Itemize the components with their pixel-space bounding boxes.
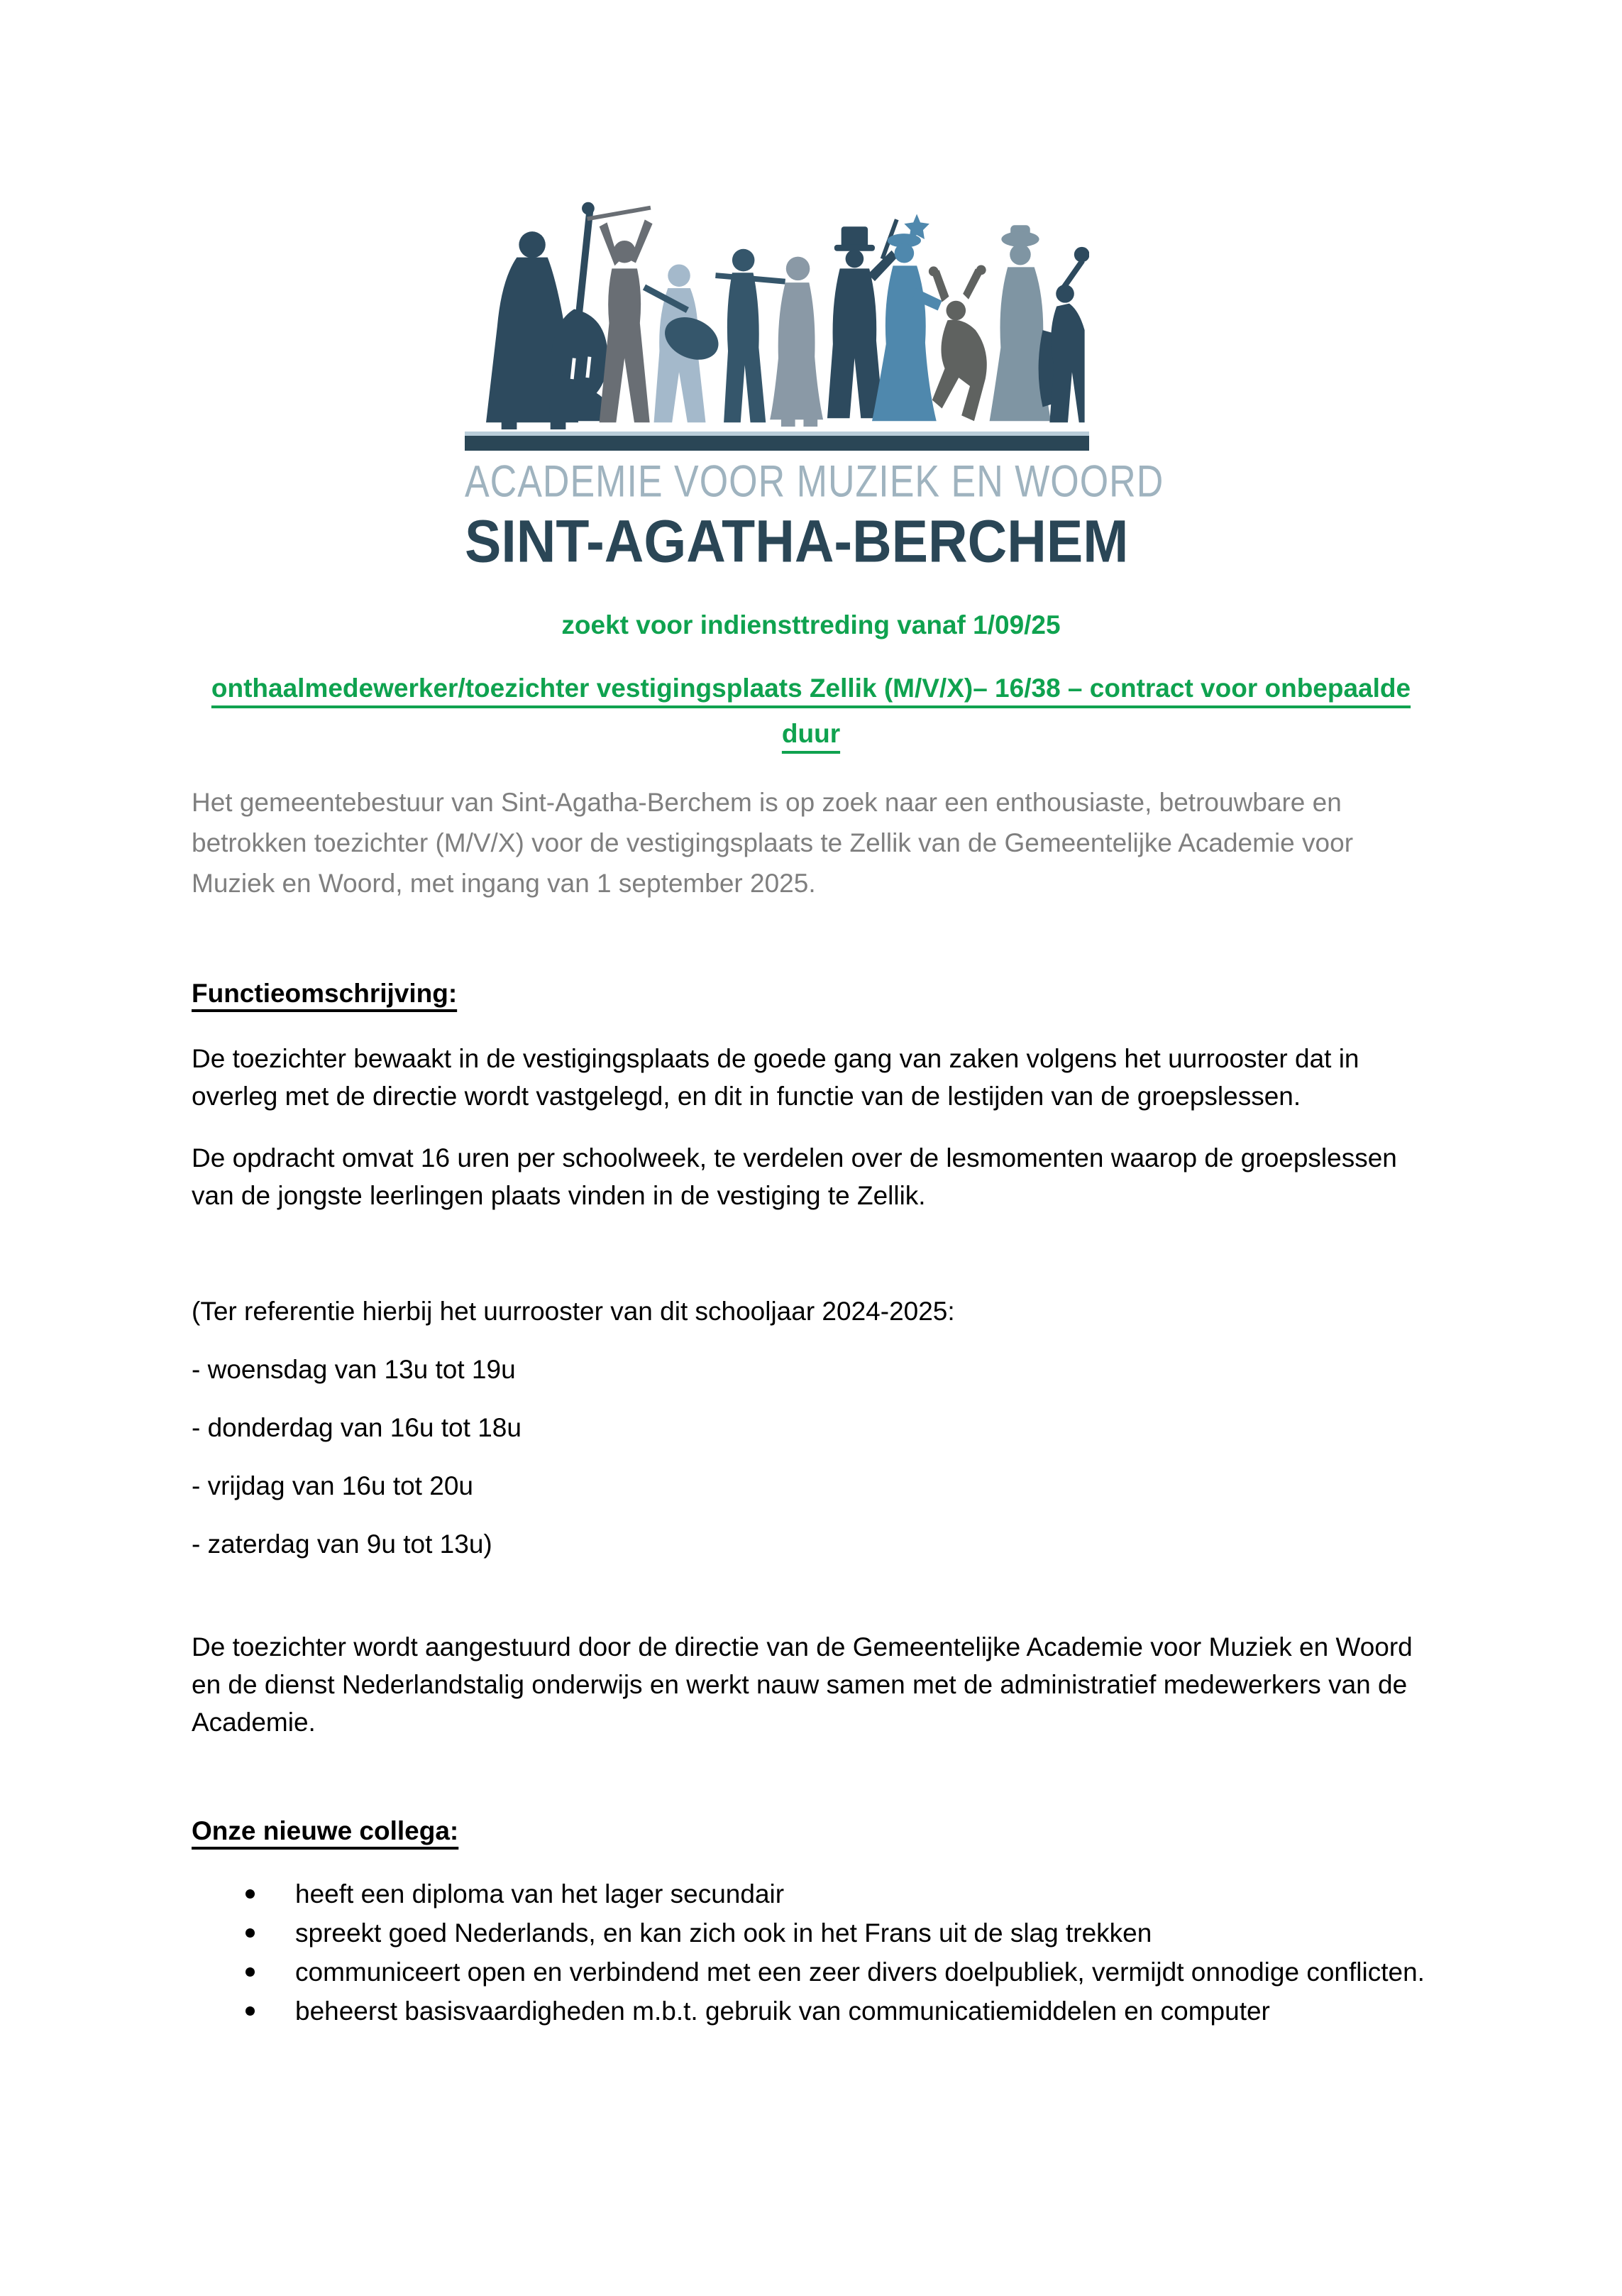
bassist-silhouette (486, 202, 610, 429)
vacancy-title: onthaalmedewerker/toezichter vestigingsplaats Zellik (M/V/X)– 16/38 – contract voor onbepaalde duur (211, 674, 1411, 748)
logo-title: SINT-AGATHA-BERCHEM (465, 507, 1129, 576)
section-heading-functieomschrijving: Functieomschrijving: (192, 979, 458, 1008)
bullet-item: heeft een diploma van het lager secundair (295, 1874, 1430, 1913)
schedule-item: - donderdag van 16u tot 18u (192, 1413, 522, 1442)
schedule-item: - woensdag van 13u tot 19u (192, 1355, 516, 1384)
musicians-illustration-icon (465, 190, 1089, 432)
bullet-item: communiceert open en verbindend met een zeer divers doelpubliek, vermijdt onnodige conflicten. (295, 1952, 1430, 1992)
schedule-intro: (Ter referentie hierbij het uurrooster van dit schooljaar 2024-2025: (192, 1297, 955, 1326)
section-heading-onze-nieuwe-collega: Onze nieuwe collega: (192, 1816, 459, 1845)
collega-bullet-list (192, 1874, 1430, 2031)
leaping-dancer-silhouette (929, 265, 987, 421)
bullet-item: beheerst basisvaardigheden m.b.t. gebruik van communicatiemiddelen en computer (295, 1992, 1430, 2031)
bullet-item: spreekt goed Nederlands, en kan zich ook in het Frans uit de slag trekken (295, 1913, 1430, 1952)
logo-divider (465, 436, 1089, 451)
dancer-lady-silhouette (872, 214, 942, 422)
schedule-item: - vrijdag van 16u tot 20u (192, 1471, 473, 1500)
functie-paragraph-3: De toezichter wordt aangestuurd door de directie van de Gemeentelijke Academie voor Muziek en Woord en de dienst Nederlandstalig onderwijs en werkt nauw samen met de administratief medewerkers van de Academie. (192, 1632, 1413, 1737)
schedule-item: - zaterdag van 9u tot 13u) (192, 1529, 492, 1559)
trumpeter-silhouette (1039, 247, 1089, 422)
functie-paragraph-1: De toezichter bewaakt in de vestigingsplaats de goede gang van zaken volgens het uurrooster dat in overleg met de directie wordt vastgelegd, en dit in functie van de lestijden van de groepslessen. (192, 1044, 1359, 1111)
logo-subtitle: ACADEMIE VOOR MUZIEK EN WOORD (465, 456, 1164, 507)
functie-paragraph-2: De opdracht omvat 16 uren per schoolweek, te verdelen over de lesmomenten waarop de groepslessen van de jongste leerlingen plaats vinden in de vestiging te Zellik. (192, 1143, 1397, 1210)
vacancy-intro-line: zoekt voor indiensttreding vanaf 1/09/25 (561, 610, 1061, 639)
document-body (0, 610, 1622, 2031)
vacancy-lead-paragraph: Het gemeentebestuur van Sint-Agatha-Berchem is op zoek naar een enthousiaste, betrouwbare en betrokken toezichter (M/V/X) voor de vestigingsplaats te Zellik van de Gemeentelijke Academie voor Muziek en Woord, met ingang van 1 september 2025. (192, 788, 1354, 898)
schedule-list (192, 1351, 1430, 1563)
academy-logo (465, 190, 1164, 576)
